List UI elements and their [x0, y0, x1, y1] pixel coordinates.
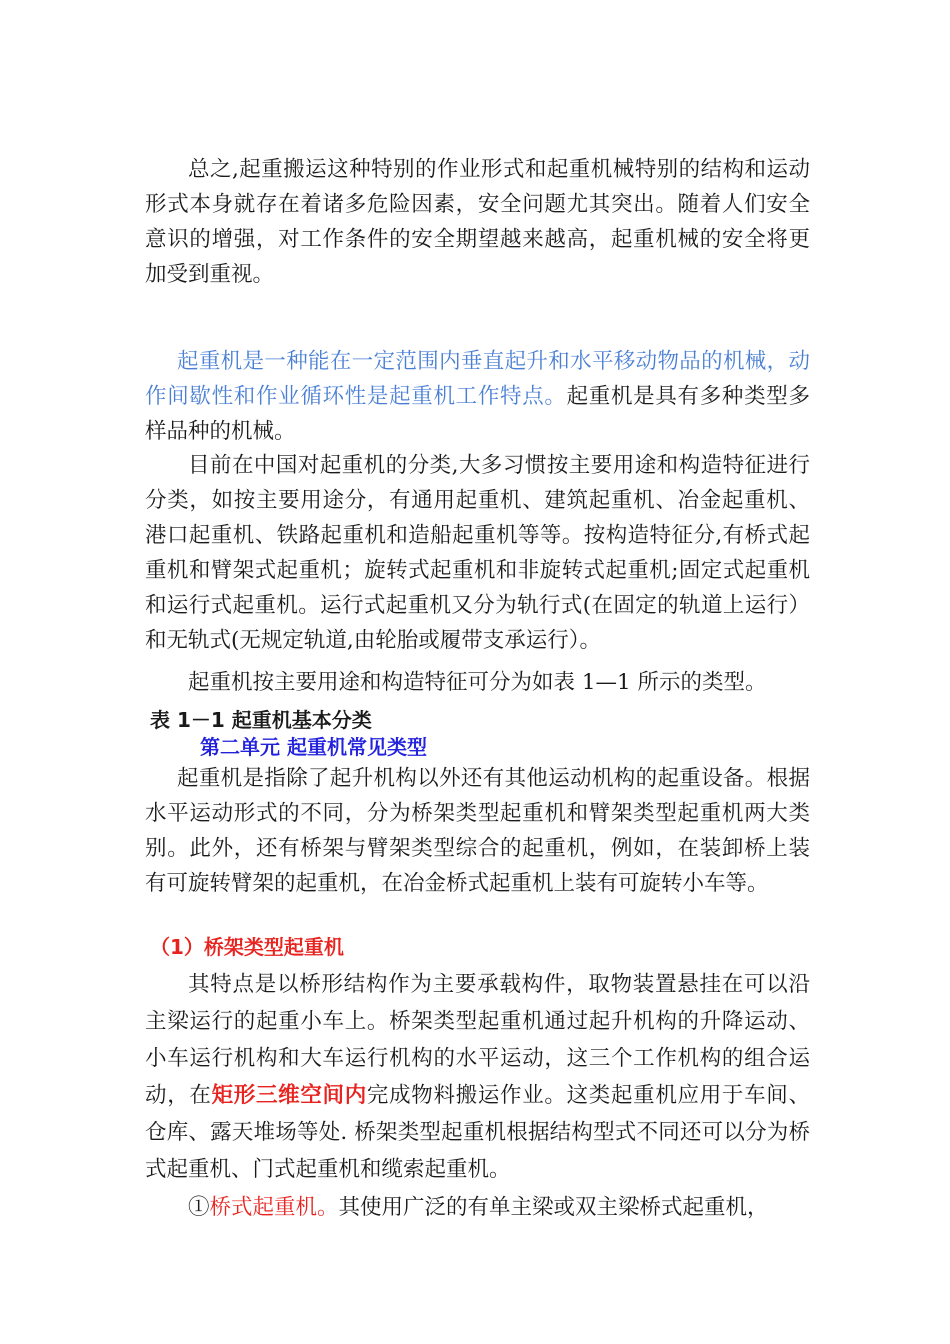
paragraph-crane-types-intro: 起重机是指除了起升机构以外还有其他运动机构的起重设备。根据水平运动形式的不同，分为桥架类型起重机和臂架类型起重机两大类别。此外，还有桥架与臂架类型综合的起重机，例如，在装卸桥上装有可旋转臂架的起重机，在冶金桥式起重机上装有可旋转小车等。 [145, 766, 810, 896]
list-marker: ① [188, 1195, 210, 1220]
paragraph-bridge-cranes [145, 966, 810, 1188]
paragraph-overhead-crane [145, 1190, 810, 1225]
definition-rest: 起重机是具有多种类型多样品种的机械。 [145, 384, 810, 444]
paragraph-safety-summary: 总之,起重搬运这种特别的作业形式和起重机械特别的结构和运动形式本身就存在着诸多危险因素，安全问题尤其突出。随着人们安全意识的增强，对工作条件的安全期望越来越高，起重机械的安全将更加受到重视。 [145, 157, 810, 287]
table-caption: 表 1－1 起重机基本分类 [150, 708, 372, 732]
unit-heading: 第二单元 起重机常见类型 [200, 735, 427, 759]
paragraph-table-reference: 起重机按主要用途和构造特征可分为如表 1—1 所示的类型。 [188, 670, 767, 695]
bridge-text-after: 完成物料搬运作业。这类起重机应用于车间、仓库、露天堆场等处. 桥架类型起重机根据结构型式不同还可以分为桥式起重机、门式起重机和缆索起重机。 [145, 1083, 810, 1182]
bridge-text-before: 其特点是以桥形结构作为主要承载构件，取物装置悬挂在可以沿主梁运行的起重小车上。桥架类型起重机通过起升机构的升降运动、小车运行机构和大车运行机构的水平运动，这三个工作机构的组合运动，在 [145, 972, 810, 1108]
overhead-crane-term: 桥式起重机。 [209, 1195, 339, 1220]
overhead-crane-rest: 其使用广泛的有单主梁或双主梁桥式起重机， [338, 1195, 769, 1220]
section-heading-bridge-cranes: （1）桥架类型起重机 [150, 935, 344, 959]
paragraph-crane-definition [145, 344, 810, 449]
paragraph-classification: 目前在中国对起重机的分类,大多习惯按主要用途和构造特征进行分类，如按主要用途分，有通用起重机、建筑起重机、冶金起重机、港口起重机、铁路起重机和造船起重机等等。按构造特征分,有桥式起重机和臂架式起重机；旋转式起重机和非旋转式起重机;固定式起重机和运行式起重机。运行式起重机又分为轨行式(在固定的轨道上运行）和无轨式(无规定轨道,由轮胎或履带支承运行）。 [145, 453, 810, 653]
definition-highlight: 起重机是一种能在一定范围内垂直起升和水平移动物品的机械，动作间歇性和作业循环性是起重机工作特点。 [145, 349, 810, 409]
bridge-emphasis: 矩形三维空间内 [211, 1083, 367, 1108]
